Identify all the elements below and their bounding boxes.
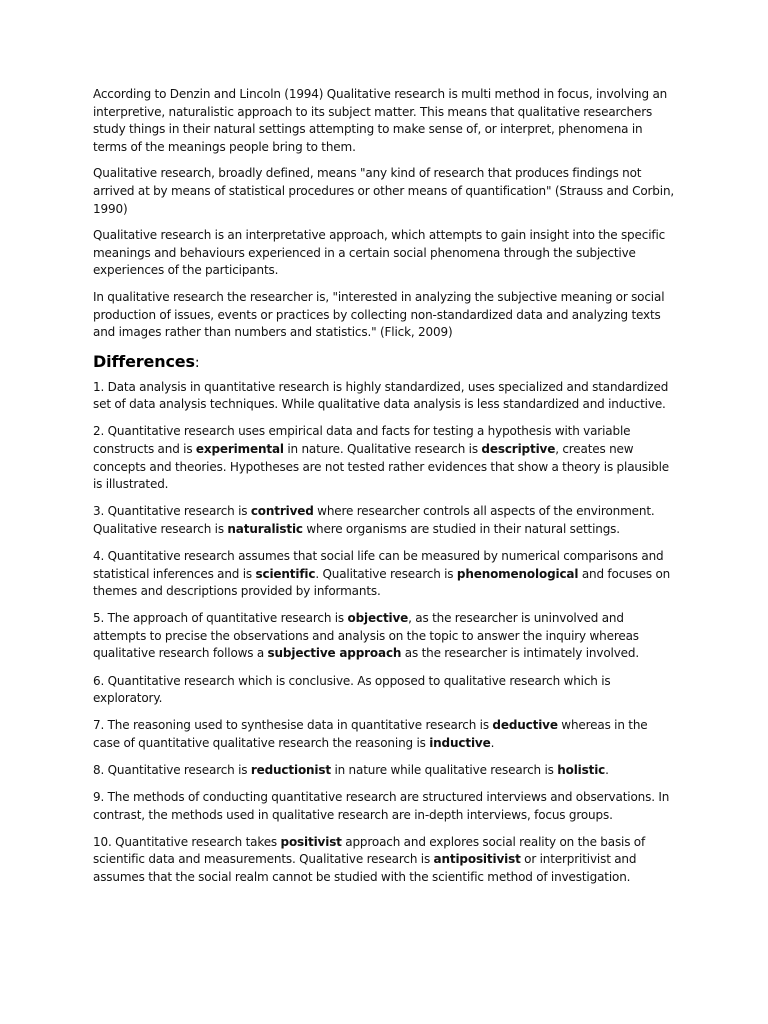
difference-keyword: holistic [557, 762, 606, 777]
difference-item [93, 610, 677, 663]
difference-keyword: antipositivist [433, 852, 521, 867]
difference-item [93, 717, 677, 752]
differences-list [93, 379, 677, 887]
difference-keyword: inductive [429, 735, 491, 750]
difference-keyword: deductive [492, 718, 558, 733]
difference-text: 8. Quantitative research is [93, 762, 251, 777]
difference-keyword: phenomenological [456, 566, 579, 581]
difference-item [93, 548, 677, 601]
difference-keyword: descriptive [481, 442, 556, 456]
difference-text: and focuses on themes and descriptions provided by informants. [93, 566, 671, 599]
difference-text: . [490, 735, 495, 750]
difference-item [93, 673, 677, 708]
intro-section [93, 86, 677, 342]
difference-text: 6. Quantitative research which is conclusive. As opposed to qualitative research which is exploratory. [93, 673, 611, 706]
difference-item [93, 834, 677, 887]
difference-keyword: positivist [280, 834, 342, 849]
difference-keyword: contrived [250, 504, 314, 519]
difference-item [93, 379, 677, 414]
difference-keyword: objective [347, 611, 409, 626]
difference-item [93, 762, 677, 780]
difference-text: 9. The methods of conducting quantitative research are structured interviews and observations. In contrast, the methods used in qualitative research are in-depth interviews, focus groups. [93, 790, 670, 822]
difference-text: 4. Quantitative research assumes that social life can be measured by numerical comparisons and statistical inferences and is [93, 548, 664, 581]
difference-text: . Qualitative research is [315, 566, 457, 581]
difference-item [93, 789, 677, 824]
difference-text: 1. Data analysis in quantitative research is highly standardized, uses specialized and standardized set of data analysis techniques. While qualitative data analysis is less standardized and inductive. [93, 379, 669, 412]
difference-keyword: scientific [255, 566, 316, 581]
section-heading-colon: : [194, 354, 200, 371]
difference-text: , as the researcher is uninvolved and attempts to precise the observations and analysis on the topic to answer the inquiry whereas qualitative research follows a [93, 611, 639, 661]
difference-keyword: reductionist [250, 762, 331, 777]
difference-text: 3. Quantitative research is [93, 504, 251, 519]
difference-item [93, 423, 677, 493]
difference-text: as the researcher is intimately involved. [401, 646, 640, 661]
intro-paragraph: In qualitative research the researcher is, "interested in analyzing the subjective meaning or social production of issues, events or practices by collecting non-standardized data and analyzing texts and images rather than numbers and statistics." (Flick, 2009) [93, 289, 665, 340]
section-heading [93, 352, 677, 373]
intro-paragraph: According to Denzin and Lincoln (1994) Qualitative research is multi method in focus, involving an interpretive, naturalistic approach to its subject matter. This means that qualitative researchers study things in their natural settings attempting to make sense of, or interpret, phenomena in terms of the meanings people bring to them. [93, 87, 668, 154]
difference-text: where researcher controls all aspects of the environment. Qualitative research is [93, 504, 655, 536]
difference-text: approach and explores social reality on the basis of scientific data and measurements. Qualitative research is [93, 834, 646, 867]
intro-paragraph: Qualitative research is an interpretative approach, which attempts to gain insight into the specific meanings and behaviours experienced in a certain social phenomena through the subjective experiences of the participants. [93, 228, 666, 278]
difference-keyword: subjective approach [267, 646, 402, 661]
difference-text: , creates new concepts and theories. Hypotheses are not tested rather evidences that show a theory is plausible is illustrated. [93, 442, 670, 492]
difference-text: or interpritivist and assumes that the social realm cannot be studied with the scientific method of investigation. [93, 852, 637, 884]
difference-text: 5. The approach of quantitative research is [93, 611, 348, 626]
difference-text: 2. Quantitative research uses empirical data and facts for testing a hypothesis with variable constructs and is [93, 424, 631, 456]
difference-text: 7. The reasoning used to synthesise data in quantitative research is [93, 718, 493, 733]
difference-text: where organisms are studied in their natural settings. [302, 521, 620, 536]
document-page [93, 86, 677, 896]
section-heading-title: Differences [93, 351, 195, 371]
intro-paragraph: Qualitative research, broadly defined, means "any kind of research that produces findings not arrived at by means of statistical procedures or other means of quantification" (Strauss and Corbin, 1990) [93, 166, 675, 216]
difference-text: in nature while qualitative research is [330, 762, 558, 777]
difference-text: whereas in the case of quantitative qualitative research the reasoning is [93, 718, 648, 750]
difference-text: in nature. Qualitative research is [283, 442, 482, 456]
difference-keyword: experimental [195, 442, 284, 456]
difference-item [93, 503, 677, 538]
difference-text: 10. Quantitative research takes [93, 834, 281, 849]
difference-keyword: naturalistic [227, 521, 303, 536]
difference-text: . [605, 762, 609, 777]
